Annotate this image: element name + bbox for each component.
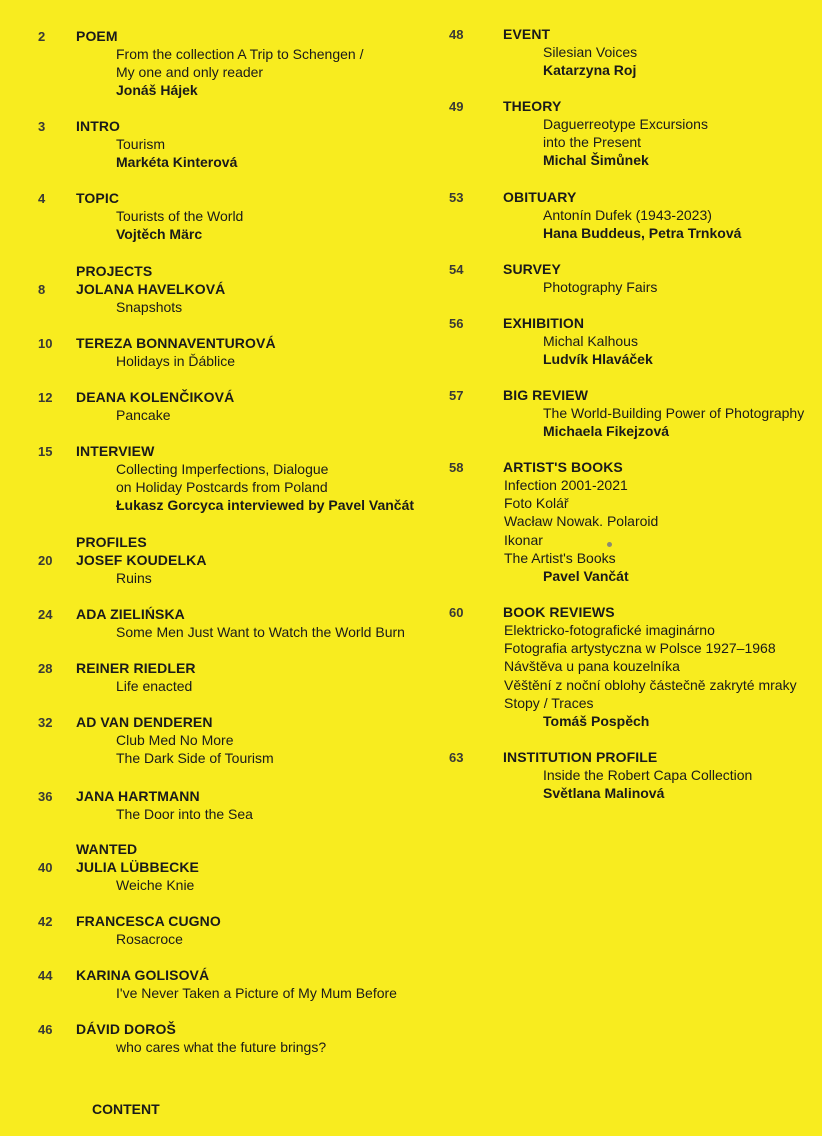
page-number: 60 [449, 605, 464, 620]
article-title: Inside the Robert Capa Collection [543, 767, 753, 783]
book-title: Stopy / Traces [504, 694, 594, 711]
article-title: Some Men Just Want to Watch the World Burn [116, 624, 405, 640]
author-name: Tomáš Pospěch [543, 713, 650, 729]
article-title: Rosacroce [116, 931, 183, 947]
section-heading: TOPIC [76, 190, 120, 206]
article-title: Club Med No More [116, 732, 234, 748]
page-number: 3 [38, 119, 46, 134]
section-heading: JOSEF KOUDELKA [76, 552, 207, 568]
book-title: Fotografia artystyczna w Polsce 1927–1968 [504, 640, 776, 657]
author-name: Katarzyna Roj [543, 62, 637, 79]
author-name: Michaela Fikejzová [543, 423, 670, 440]
book-title: Věštění z noční oblohy částečně zakryté mraky [504, 676, 797, 693]
section-heading: JULIA LÜBBECKE [76, 859, 199, 875]
article-title: Silesian Voices [543, 44, 638, 60]
page-number: 28 [38, 661, 53, 676]
article-title: into the Present [543, 134, 642, 151]
article-title: Ruins [116, 570, 152, 586]
section-heading: ARTIST'S BOOKS [503, 459, 623, 475]
section-heading: FRANCESCA CUGNO [76, 913, 221, 929]
article-title: Daguerreotype Excursions [543, 116, 708, 132]
page-number: 8 [38, 282, 46, 297]
article-title: who cares what the future brings? [116, 1039, 327, 1055]
section-heading: JOLANA HAVELKOVÁ [76, 281, 226, 297]
article-title: Antonín Dufek (1943-2023) [543, 207, 712, 223]
section-heading: JANA HARTMANN [76, 788, 200, 804]
author-name: Ludvík Hlaváček [543, 351, 653, 368]
page-number: 40 [38, 860, 53, 875]
page-number: 15 [38, 444, 53, 459]
section-heading: EVENT [503, 26, 551, 42]
article-title: Tourism [116, 136, 166, 152]
article-title: The Door into the Sea [116, 806, 253, 822]
speck-mark [607, 542, 612, 547]
page-number: 53 [449, 190, 464, 205]
article-title: Pancake [116, 407, 171, 423]
section-heading: KARINA GOLISOVÁ [76, 967, 210, 983]
book-title: Elektricko-fotografické imaginárno [504, 622, 715, 638]
section-heading: AD VAN DENDEREN [76, 714, 213, 730]
section-heading: INTRO [76, 118, 121, 134]
article-title: The Dark Side of Tourism [116, 750, 274, 767]
article-title: Collecting Imperfections, Dialogue [116, 461, 329, 477]
article-title: Michal Kalhous [543, 333, 638, 349]
book-title: Wacław Nowak. Polaroid [504, 513, 659, 530]
article-title: My one and only reader [116, 64, 264, 81]
section-heading: PROFILES [76, 534, 147, 550]
page-number: 44 [38, 968, 53, 983]
book-title: Ikonar [504, 531, 543, 548]
page-number: 56 [449, 316, 464, 331]
article-title: The World-Building Power of Photography [543, 405, 805, 421]
page-number: 57 [449, 388, 464, 403]
page-number: 20 [38, 553, 53, 568]
author-name: Hana Buddeus, Petra Trnková [543, 225, 742, 242]
section-heading: DÁVID DOROŠ [76, 1021, 176, 1037]
author-name: Jonáš Hájek [116, 82, 198, 99]
section-heading: OBITUARY [503, 189, 577, 205]
section-heading: INTERVIEW [76, 443, 155, 459]
section-heading: DEANA KOLENČIKOVÁ [76, 389, 235, 405]
article-title: From the collection A Trip to Schengen / [116, 46, 364, 62]
page-number: 12 [38, 390, 53, 405]
page-number: 10 [38, 336, 53, 351]
page-number: 32 [38, 715, 53, 730]
page-number: 36 [38, 789, 53, 804]
page-number: 24 [38, 607, 53, 622]
page-number: 2 [38, 29, 46, 44]
section-heading: POEM [76, 28, 118, 44]
page-number: 42 [38, 914, 53, 929]
section-heading: PROJECTS [76, 263, 153, 279]
page-number: 46 [38, 1022, 53, 1037]
section-heading: ADA ZIELIŃSKA [76, 606, 185, 622]
section-heading: EXHIBITION [503, 315, 585, 331]
page-number: 63 [449, 750, 464, 765]
article-title: Weiche Knie [116, 877, 195, 893]
page-number: 4 [38, 191, 46, 206]
book-title: Foto Kolář [504, 495, 569, 512]
book-title: The Artist's Books [504, 549, 616, 566]
article-title: I've Never Taken a Picture of My Mum Before [116, 985, 397, 1001]
author-name: Michal Šimůnek [543, 152, 649, 169]
author-name: Łukasz Gorcyca interviewed by Pavel Vančát [116, 497, 415, 514]
page-number: 58 [449, 460, 464, 475]
section-heading: THEORY [503, 98, 562, 114]
section-heading: SURVEY [503, 261, 561, 277]
author-name: Markéta Kinterová [116, 154, 238, 171]
article-title: Snapshots [116, 299, 183, 315]
book-title: Infection 2001-2021 [504, 477, 628, 493]
article-title: Life enacted [116, 678, 193, 694]
section-heading: REINER RIEDLER [76, 660, 196, 676]
article-title: Tourists of the World [116, 208, 244, 224]
page-number: 54 [449, 262, 464, 277]
page-number: 48 [449, 27, 464, 42]
article-title: Photography Fairs [543, 279, 658, 295]
article-title: on Holiday Postcards from Poland [116, 479, 328, 496]
section-heading: INSTITUTION PROFILE [503, 749, 658, 765]
author-name: Pavel Vančát [543, 568, 629, 584]
book-title: Návštěva u pana kouzelníka [504, 658, 680, 675]
content-label: CONTENT [92, 1101, 160, 1117]
author-name: Světlana Malinová [543, 785, 665, 802]
section-heading: WANTED [76, 841, 138, 857]
section-heading: BIG REVIEW [503, 387, 589, 403]
section-heading: TEREZA BONNAVENTUROVÁ [76, 335, 276, 351]
author-name: Vojtěch Märc [116, 226, 203, 243]
page-number: 49 [449, 99, 464, 114]
section-heading: BOOK REVIEWS [503, 604, 615, 620]
article-title: Holidays in Ďáblice [116, 353, 236, 369]
